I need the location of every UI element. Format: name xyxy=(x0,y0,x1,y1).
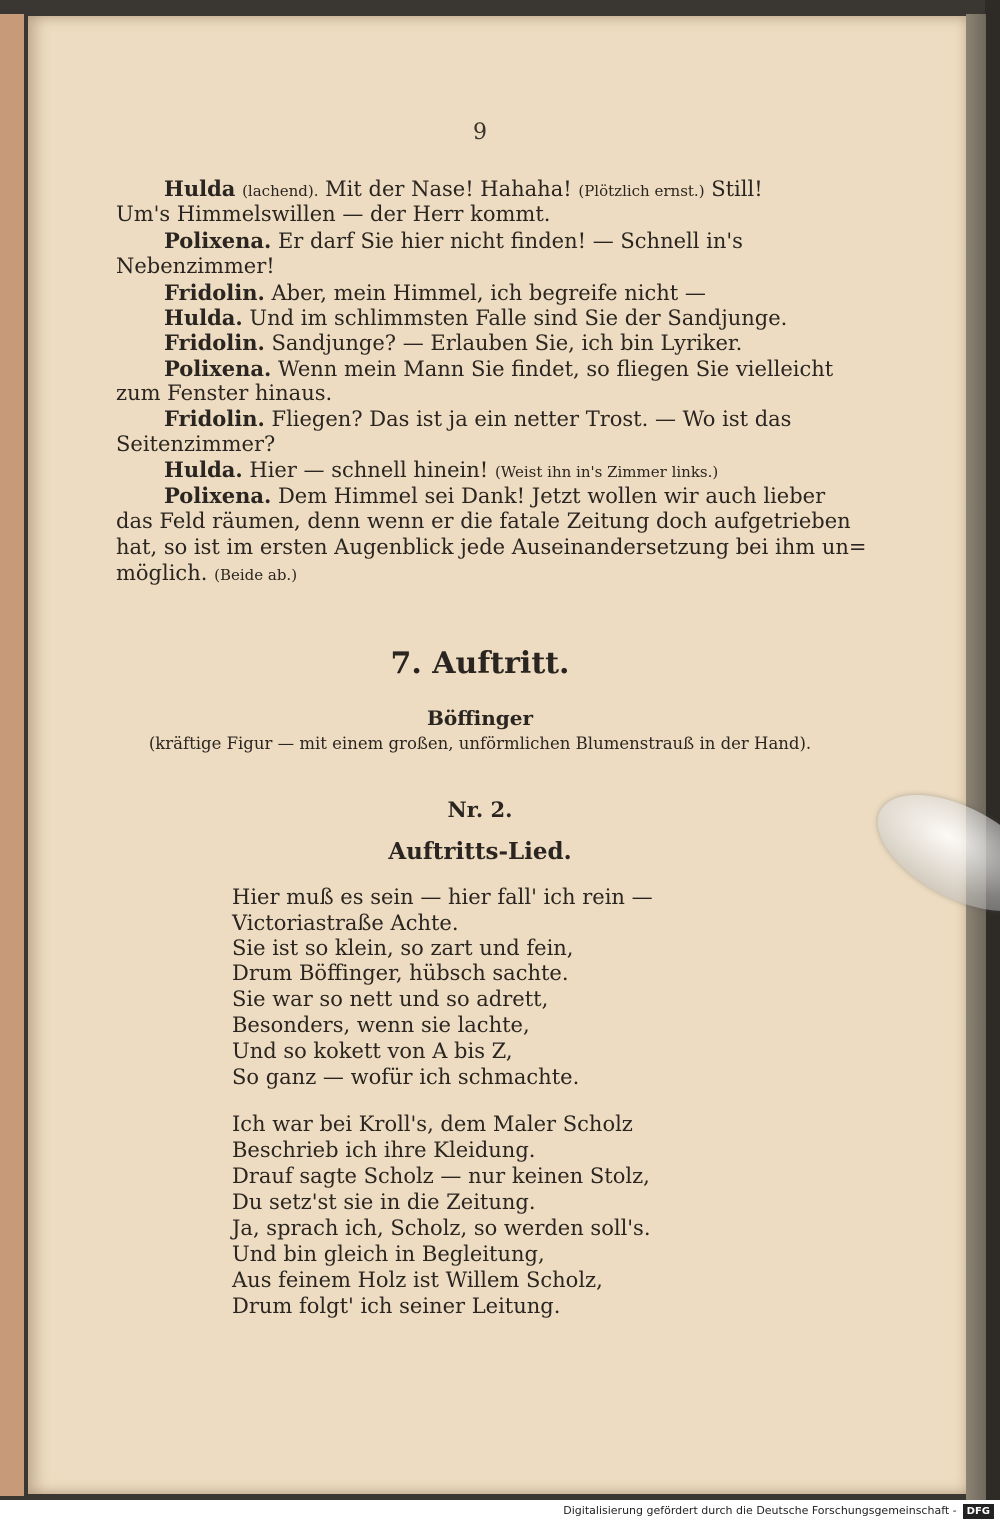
verse-line: Victoriastraße Achte. xyxy=(232,911,459,935)
verse-line: Besonders, wenn sie lachte, xyxy=(232,1013,530,1037)
verse-line: Und bin gleich in Begleitung, xyxy=(232,1242,545,1266)
dialogue-line-2: Um's Himmelswillen — der Herr kommt. xyxy=(116,202,551,226)
verse-line: Drum folgt' ich seiner Leitung. xyxy=(232,1294,561,1318)
dialogue-line-6: Hulda. Und im schlimmsten Falle sind Sie der Sandjunge. xyxy=(164,305,788,330)
verse-line: Und so kokett von A bis Z, xyxy=(232,1039,513,1063)
song-number: Nr. 2. xyxy=(447,797,513,822)
character-description: (kräftige Figur — mit einem großen, unförmlichen Blumenstrauß in der Hand). xyxy=(148,734,812,753)
dialogue-line-3: Polixena. Er darf Sie hier nicht finden! — Schnell in's xyxy=(164,228,743,253)
dialogue-line-4: Nebenzimmer! xyxy=(116,254,275,278)
dialogue-line-12: Hulda. Hier — schnell hinein! (Weist ihn in's Zimmer links.) xyxy=(164,457,719,482)
verse-line: Du setz'st sie in die Zeitung. xyxy=(232,1190,536,1214)
dialogue-line-11: Seitenzimmer? xyxy=(116,432,276,456)
dialogue-line-10: Fridolin. Fliegen? Das ist ja ein netter Trost. — Wo ist das xyxy=(164,406,792,431)
footer-credit xyxy=(0,1500,1000,1521)
dialogue-line-9: zum Fenster hinaus. xyxy=(116,381,333,405)
dialogue-line-1: Hulda (lachend). Mit der Nase! Hahaha! (Plötzlich ernst.) Still! xyxy=(164,176,763,201)
dialogue-line-5: Fridolin. Aber, mein Himmel, ich begreife nicht — xyxy=(164,280,706,305)
verse-line: Drauf sagte Scholz — nur keinen Stolz, xyxy=(232,1164,650,1188)
dfg-logo: DFG xyxy=(963,1504,994,1519)
dialogue-line-16: möglich. (Beide ab.) xyxy=(116,561,298,585)
song-title: Auftritts-Lied. xyxy=(388,838,572,865)
verse-line: So ganz — wofür ich schmachte. xyxy=(232,1065,580,1089)
verse-line: Hier muß es sein — hier fall' ich rein — xyxy=(232,885,653,909)
verse-line: Ja, sprach ich, Scholz, so werden soll's. xyxy=(232,1216,651,1240)
dialogue-line-7: Fridolin. Sandjunge? — Erlauben Sie, ich bin Lyriker. xyxy=(164,330,743,355)
verse-line: Aus feinem Holz ist Willem Scholz, xyxy=(232,1268,603,1292)
character-name: Böffinger xyxy=(426,706,534,730)
footer-text: Digitalisierung gefördert durch die Deutsche Forschungsgemeinschaft - xyxy=(563,1504,957,1517)
scene-title: 7. Auftritt. xyxy=(390,646,570,681)
verse-line: Sie ist so klein, so zart und fein, xyxy=(232,936,574,960)
page-number: 9 xyxy=(473,120,487,145)
dialogue-line-15: hat, so ist im ersten Augenblick jede Auseinandersetzung bei ihm un= xyxy=(116,535,867,559)
right-page-edge xyxy=(966,14,986,1500)
verse-line: Beschrieb ich ihre Kleidung. xyxy=(232,1138,536,1162)
verse-line: Ich war bei Kroll's, dem Maler Scholz xyxy=(232,1112,633,1136)
dialogue-line-8: Polixena. Wenn mein Mann Sie findet, so fliegen Sie vielleicht xyxy=(164,356,834,381)
verse-line: Drum Böffinger, hübsch sachte. xyxy=(232,961,569,985)
left-page-edge xyxy=(0,14,24,1496)
dialogue-line-13: Polixena. Dem Himmel sei Dank! Jetzt wollen wir auch lieber xyxy=(164,483,826,508)
verse-line: Sie war so nett und so adrett, xyxy=(232,987,549,1011)
dialogue-line-14: das Feld räumen, denn wenn er die fatale Zeitung doch aufgetrieben xyxy=(116,509,851,533)
